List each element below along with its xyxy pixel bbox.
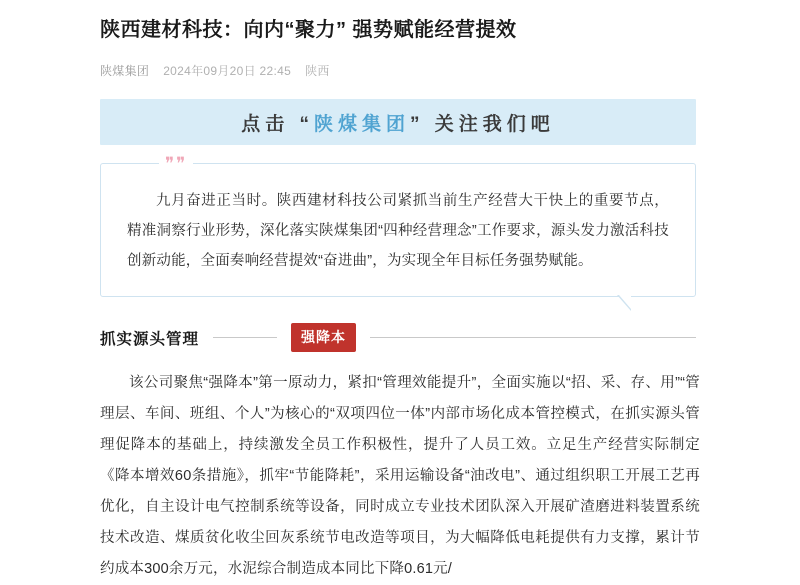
- meta-date: 2024年09月20日 22:45: [163, 64, 292, 78]
- meta-region: 陕西: [305, 64, 330, 78]
- follow-banner-text: [241, 109, 555, 136]
- quote-box: [100, 154, 696, 297]
- follow-banner[interactable]: [100, 99, 696, 145]
- section-title: 抓实源头管理: [100, 330, 200, 348]
- section-divider-left: [213, 337, 277, 338]
- quote-mark-icon: ❞❞: [159, 156, 193, 172]
- section-tag-badge: 强降本: [291, 323, 356, 352]
- article-meta: [100, 62, 700, 79]
- meta-source: 陕煤集团: [100, 64, 150, 78]
- article-body: 该公司聚焦“强降本”第一原动力，紧扣“管理效能提升”，全面实施以“招、采、存、用”“管理层、车间、班组、个人”为核心的“双项四位一体”内部市场化成本管控模式，在抓实源头管理促降本的基础上，持续激发全员工作积极性，提升了人员工效。立足生产经营实际制定《降本增效60条措施》，抓牢“节能降耗”，采用运输设备“油改电”、通过组织职工开展工艺再优化，自主设计电气控制系统等设备，同时成立专业技术团队深入开展矿渣磨进料装置系统技术改造、煤质贫化收尘回灰系统节电改造等项目，为大幅降低电耗提供有力支撑，累计节约成本300余万元，水泥综合制造成本同比下降0.61元/: [100, 375, 700, 577]
- banner-suffix: ” 关注我们吧: [410, 113, 555, 135]
- quote-block: [100, 154, 696, 297]
- quote-tail-decoration: [617, 295, 631, 311]
- quote-text: 九月奋进正当时。陕西建材科技公司紧抓当前生产经营大干快上的重要节点，精准洞察行业形势，深化落实陕煤集团“四种经营理念”工作要求，源头发力激活科技创新动能，全面奏响经营提效“奋进曲”，为实现全年目标任务强势赋能。: [127, 193, 669, 269]
- section-divider-right: [370, 337, 696, 338]
- page-title: 陕西建材科技：向内“聚力” 强势赋能经营提效: [100, 19, 517, 41]
- banner-prefix: 点击 “: [241, 113, 314, 135]
- section-header: [100, 323, 696, 352]
- banner-highlight: 陕煤集团: [313, 113, 410, 135]
